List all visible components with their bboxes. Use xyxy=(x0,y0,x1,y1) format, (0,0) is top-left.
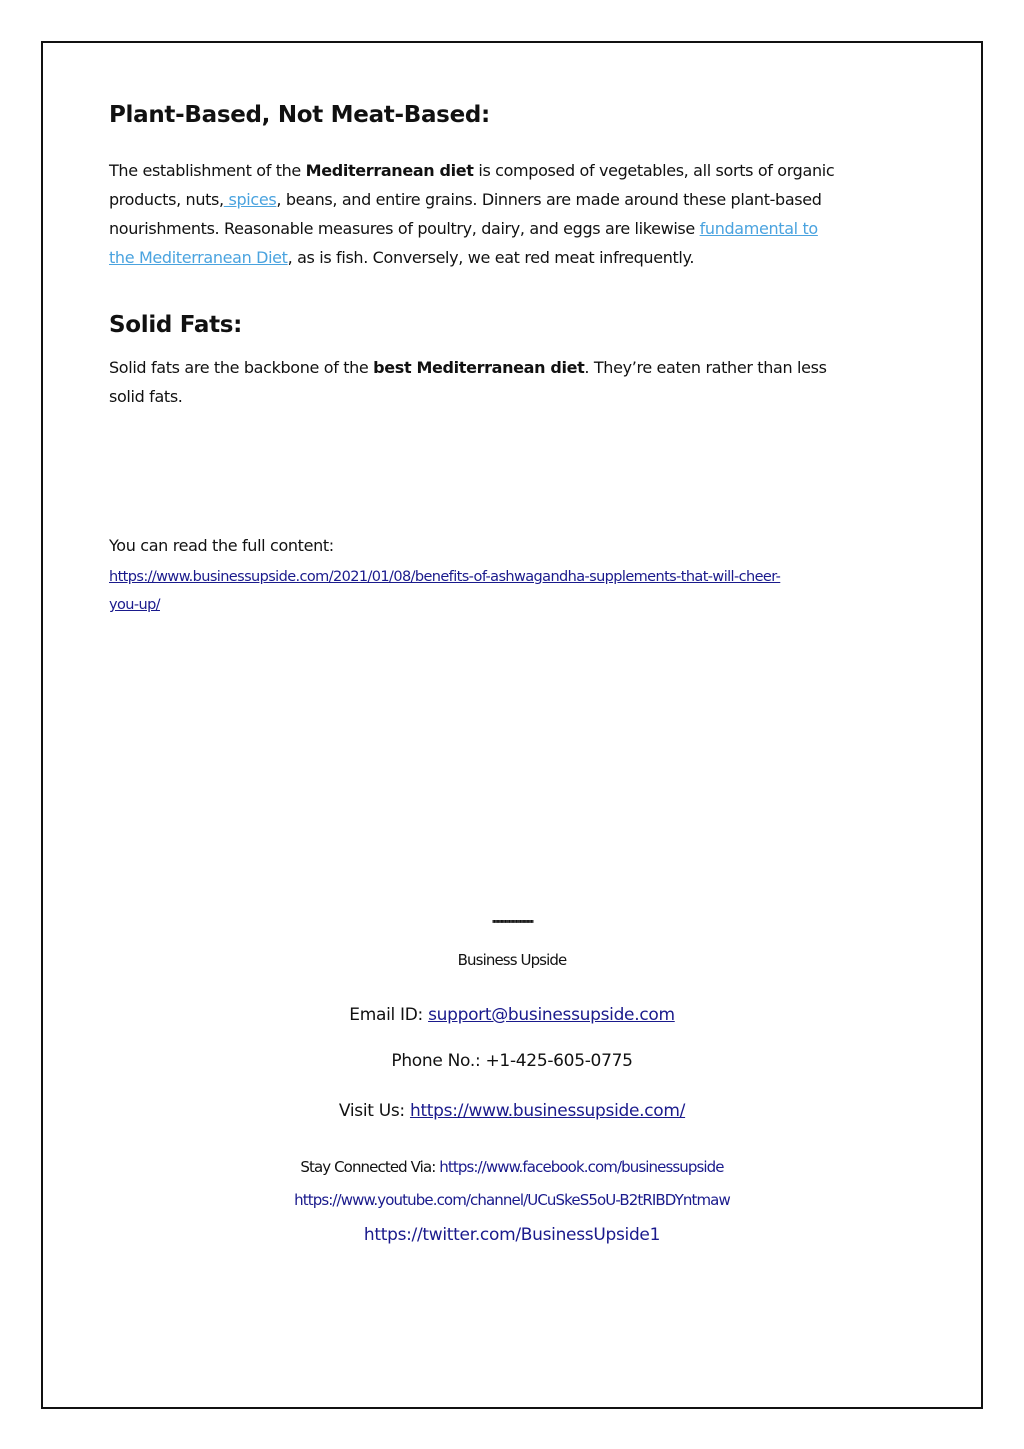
website-link[interactable]: https://www.businessupside.com/ xyxy=(409,1101,686,1121)
text: nourishments. Reasonable measures of poultry, dairy, and eggs are likewise xyxy=(109,219,700,238)
email-link[interactable]: support@businessupside.com xyxy=(428,1005,675,1025)
paragraph-line xyxy=(109,382,183,411)
paragraph-line xyxy=(109,214,818,243)
footer-phone: Phone No.: +1-425-605-0775 xyxy=(391,1051,633,1071)
facebook-link[interactable]: https://www.facebook.com/businessupside xyxy=(439,1158,724,1176)
heading-solid-fats: Solid Fats: xyxy=(109,312,243,338)
article-link-continued[interactable]: you-up/ xyxy=(109,597,160,613)
footer-separator: '''''''''''''''''''''''''''''' xyxy=(491,918,533,931)
footer-youtube xyxy=(0,1191,1024,1209)
stay-label: Stay Connected Via: xyxy=(300,1158,440,1176)
footer-twitter xyxy=(0,1225,1024,1245)
fundamental-link[interactable]: fundamental to xyxy=(699,219,818,238)
paragraph-line xyxy=(109,185,822,214)
text: solid fats. xyxy=(109,387,183,406)
text: is composed of vegetables, all sorts of organic xyxy=(473,161,835,180)
read-more-url-line xyxy=(109,564,780,590)
spices-link[interactable]: spices xyxy=(223,190,277,209)
twitter-link[interactable]: https://twitter.com/BusinessUpside1 xyxy=(363,1225,661,1245)
visit-label: Visit Us: xyxy=(338,1101,410,1121)
text: The establishment of the xyxy=(109,161,306,180)
footer-email xyxy=(0,1005,1024,1025)
read-more-url-line xyxy=(109,592,160,618)
text: Solid fats are the backbone of the xyxy=(109,358,374,377)
footer-stay-connected xyxy=(0,1158,1024,1176)
article-link[interactable]: https://www.businessupside.com/2021/01/08/benefits-of-ashwagandha-supplements-that-will-cheer- xyxy=(109,569,781,585)
paragraph-line xyxy=(109,353,827,382)
text: . They’re eaten rather than less xyxy=(584,358,827,377)
text: products, nuts, xyxy=(109,190,224,209)
heading-plant-based: Plant-Based, Not Meat-Based: xyxy=(109,102,490,128)
bold-text: Mediterranean diet xyxy=(305,161,474,180)
footer-brand: Business Upside xyxy=(457,951,567,969)
fundamental-link-continued[interactable]: the Mediterranean Diet xyxy=(109,248,288,267)
youtube-link[interactable]: https://www.youtube.com/channel/UCuSkeS5oU-B2tRIBDYntmaw xyxy=(294,1191,730,1209)
text: , beans, and entire grains. Dinners are made around these plant-based xyxy=(276,190,822,209)
read-more-label: You can read the full content: xyxy=(109,536,334,555)
footer-visit xyxy=(0,1101,1024,1121)
paragraph-line xyxy=(109,156,834,185)
email-label: Email ID: xyxy=(349,1005,429,1025)
bold-text: best Mediterranean diet xyxy=(373,358,585,377)
text: , as is fish. Conversely, we eat red meat infrequently. xyxy=(287,248,695,267)
paragraph-line xyxy=(109,243,694,272)
